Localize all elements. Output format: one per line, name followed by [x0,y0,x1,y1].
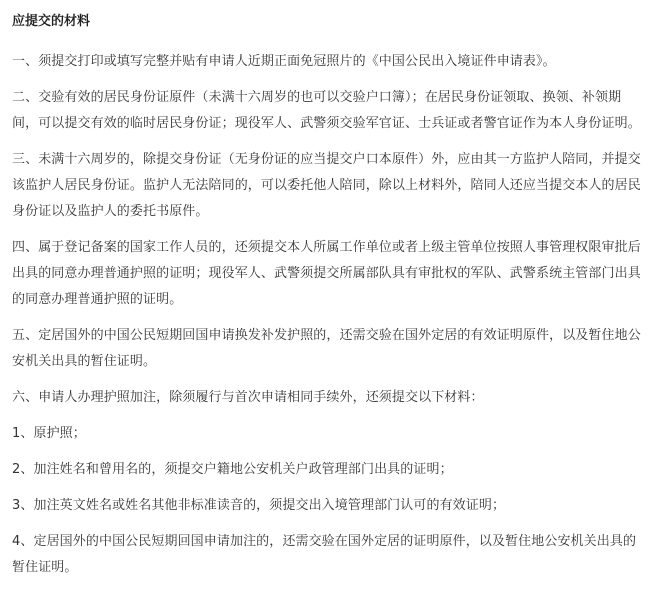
paragraph-3: 三、未满十六周岁的，除提交身份证（无身份证的应当提交户口本原件）外，应由其一方监护人陪同，并提交该监护人居民身份证。监护人无法陪同的，可以委托他人陪同，除以上材料外，陪同人还应当提交本人的居民身份证以及监护人的委托书原件。 [12,152,641,219]
paragraph-1: 一、须提交打印或填写完整并贴有申请人近期正面免冠照片的《中国公民出入境证件申请表》。 [12,54,556,69]
list-item-3: 3、加注英文姓名或姓名其他非标准读音的，须提交出入境管理部门认可的有效证明； [12,498,506,513]
list-item-2: 2、加注姓名和曾用名的，须提交户籍地公安机关户政管理部门出具的证明； [12,462,453,477]
paragraph-5: 五、定居国外的中国公民短期回国申请换发补发护照的，还需交验在国外定居的有效证明原件，以及暂住地公安机关出具的暂住证明。 [12,328,641,369]
document-title: 应提交的材料 [12,14,91,29]
list-item-1: 1、原护照； [12,426,86,441]
paragraph-4: 四、属于登记备案的国家工作人员的，还须提交本人所属工作单位或者上级主管单位按照人事管理权限审批后出具的同意办理普通护照的证明；现役军人、武警须提交所属部队具有审批权的军队、武警系统主管部门出具的同意办理普通护照的证明。 [12,240,641,307]
paragraph-2: 二、交验有效的居民身份证原件（未满十六周岁的也可以交验户口簿）；在居民身份证领取、换领、补领期间，可以提交有效的临时居民身份证；现役军人、武警须交验军官证、士兵证或者警官证作为本人身份证明。 [12,90,641,131]
list-item-4: 4、定居国外的中国公民短期回国申请加注的，还需交验在国外定居的证明原件，以及暂住地公安机关出具的暂住证明。 [12,534,637,575]
paragraph-6: 六、申请人办理护照加注，除须履行与首次申请相同手续外，还须提交以下材料： [12,390,484,405]
